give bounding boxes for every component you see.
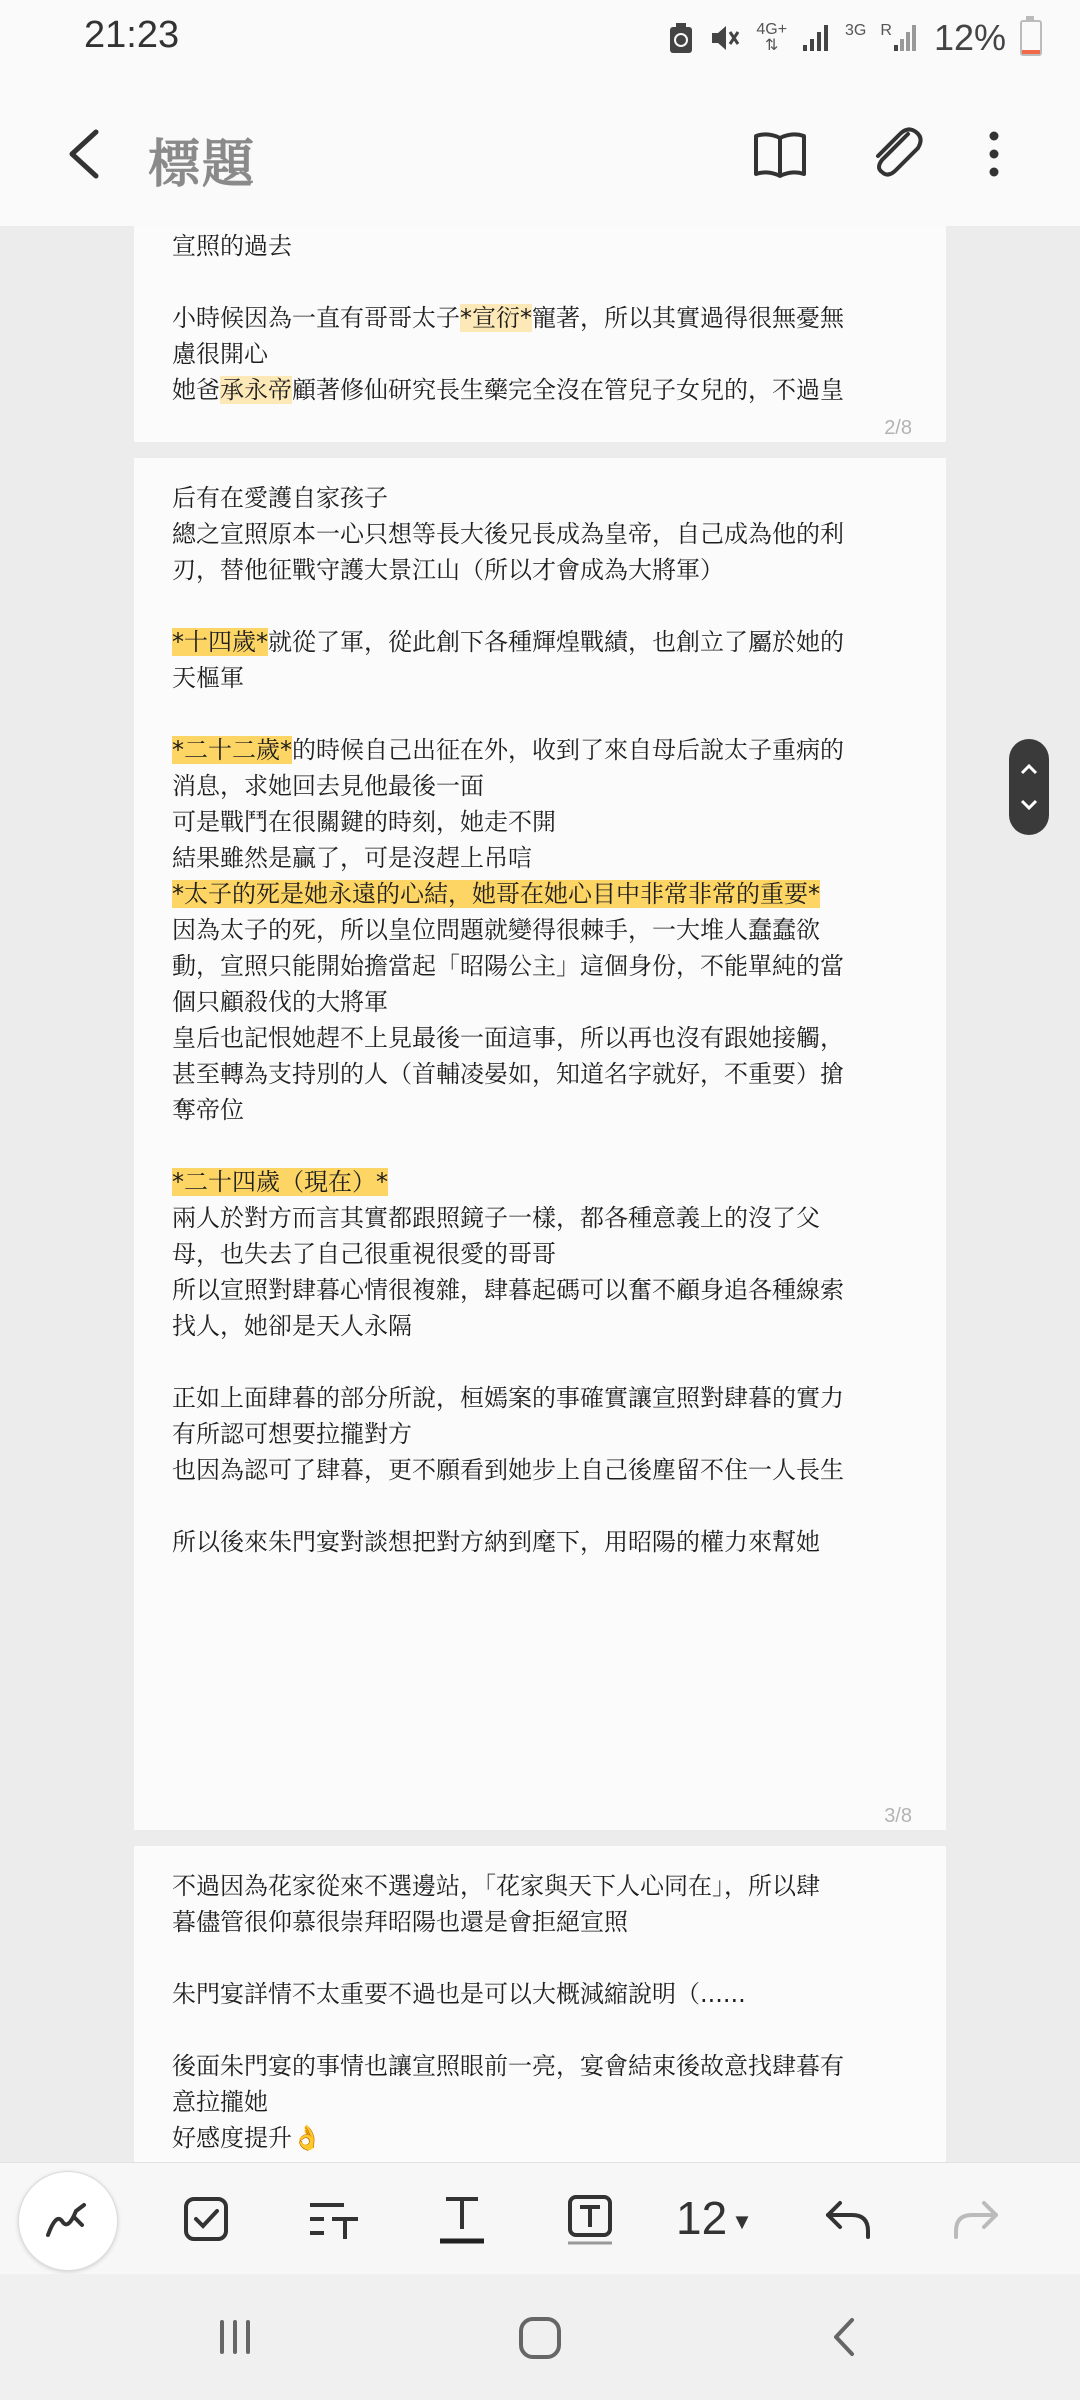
dropdown-caret-icon: ▼ [731,2208,753,2234]
roaming-signal [880,23,920,53]
text-line[interactable]: 兩人於對方而言其實都跟照鏡子一樣，都各種意義上的沒了父 [172,1204,820,1232]
text-line[interactable] [172,1488,916,1524]
attach-icon[interactable] [864,120,928,184]
chevron-down-icon [1017,795,1041,815]
text-line[interactable]: 個只顧殺伐的大將軍 [172,988,388,1016]
font-size-selector[interactable] [676,2191,753,2245]
font-size-value: 12 [676,2192,728,2244]
undo-icon[interactable] [818,2189,878,2249]
text-line[interactable]: 結果雖然是贏了，可是沒趕上吊唁 [172,844,532,872]
back-arrow-icon[interactable] [56,122,116,186]
text-line[interactable]: 甚至轉為支持別的人（首輔凌晏如，知道名字就好，不重要）搶 [172,1060,844,1088]
text-line[interactable] [172,696,916,732]
text-line[interactable]: 暮儘管很仰慕很崇拜昭陽也還是會拒絕宣照 [172,1908,628,1936]
text-box-icon[interactable] [560,2189,620,2249]
page-number: 2/8 [884,417,912,439]
text-line[interactable]: 宣照的過去 [172,232,292,260]
text-line[interactable]: 正如上面肆暮的部分所說，桓嫣案的事確實讓宣照對肆暮的實力 [172,1384,844,1412]
chevron-up-icon [1017,759,1041,779]
text-line[interactable] [172,2012,916,2048]
clock: 21:23 [84,14,180,56]
data-arrows-icon: ⇅ [764,37,779,54]
text-span[interactable]: 就從了軍，從此創下各種輝煌戰績，也創立了屬於她的 [268,628,844,656]
text-line[interactable]: 因為太子的死，所以皇位問題就變得很棘手，一大堆人蠢蠢欲 [172,916,820,944]
battery-fill [1022,50,1040,54]
network-3g: 3G [845,22,867,39]
pen-mode-icon [38,2191,98,2251]
text-underline-icon[interactable] [432,2189,492,2249]
status-icons [668,16,1042,60]
note-title[interactable]: 標題 [148,135,257,195]
recycle-battery-icon [668,21,694,55]
text-line[interactable]: 朱門宴詳情不太重要不過也是可以大概減縮說明（...... [172,1980,746,2008]
roaming-label: R [880,22,892,39]
text-line[interactable]: 也因為認可了肆暮，更不願看到她步上自己後塵留不住一人長生 [172,1456,844,1484]
signal-icon [801,23,831,53]
text-line[interactable] [172,732,916,768]
highlighted-text[interactable]: *十四歲* [172,628,268,656]
fast-scroll-handle[interactable] [1009,739,1049,835]
text-line[interactable] [172,876,916,912]
back-icon[interactable] [820,2312,870,2362]
text-line[interactable] [172,1164,916,1200]
text-line[interactable]: 慮很開心 [172,340,268,368]
text-line[interactable]: 後面朱門宴的事情也讓宣照眼前一亮，宴會結束後故意找肆暮有 [172,2052,844,2080]
text-line[interactable]: 消息，求她回去見他最後一面 [172,772,484,800]
text-line[interactable] [172,300,916,336]
home-icon[interactable] [514,2312,566,2364]
text-line[interactable]: 后有在愛護自家孩子 [172,484,388,512]
battery-percent: 12% [933,17,1006,58]
page-text[interactable] [172,1868,916,2156]
mute-icon [708,21,742,55]
text-line[interactable]: 好感度提升👌 [172,2124,322,2152]
reading-mode-icon[interactable] [748,122,812,186]
text-line[interactable]: 刃，替他征戰守護大景江山（所以才會成為大將軍） [172,556,724,584]
note-page[interactable] [134,458,946,1830]
more-options-icon[interactable] [970,122,1018,186]
text-line[interactable]: 找人，她卻是天人永隔 [172,1312,412,1340]
page-text[interactable] [172,480,916,1560]
highlighted-text[interactable]: 承永帝 [220,376,292,404]
signal-icon-2 [892,23,920,53]
recents-icon[interactable] [210,2312,260,2362]
note-content[interactable] [0,226,1080,2162]
text-line[interactable]: 可是戰鬥在很關鍵的時刻，她走不開 [172,808,556,836]
text-line[interactable] [172,1940,916,1976]
text-line[interactable] [172,624,916,660]
text-line[interactable]: 有所認可想要拉攏對方 [172,1420,412,1448]
text-span[interactable]: 顧著修仙研究長生藥完全沒在管兒子女兒的，不過皇 [292,376,844,404]
text-style-icon[interactable] [304,2189,364,2249]
page-number: 3/8 [884,1805,912,1827]
text-span[interactable]: 的時候自己出征在外，收到了來自母后說太子重病的 [292,736,844,764]
redo-icon[interactable] [946,2189,1006,2249]
note-page[interactable] [134,226,946,442]
text-line[interactable]: 總之宣照原本一心只想等長大後兄長成為皇帝，自己成為他的利 [172,520,844,548]
text-line[interactable] [172,264,916,300]
text-line[interactable] [172,1128,916,1164]
highlighted-text[interactable]: *太子的死是她永遠的心結，她哥在她心目中非常非常的重要* [172,880,820,908]
text-span[interactable]: 寵著，所以其實過得很無憂無 [532,304,844,332]
text-line[interactable] [172,588,916,624]
text-span[interactable]: 她爸 [172,376,220,404]
page-text[interactable] [172,228,916,408]
highlighted-text[interactable]: *二十二歲* [172,736,292,764]
text-span[interactable]: 小時候因為一直有哥哥太子 [172,304,460,332]
battery-icon [1020,20,1042,56]
note-page[interactable] [134,1846,946,2162]
network-4g: 4G+ ⇅ [756,21,788,54]
text-line[interactable]: 母，也失去了自己很重視很愛的哥哥 [172,1240,556,1268]
text-line[interactable]: 所以宣照對肆暮心情很複雜，肆暮起碼可以奮不顧身追各種線索 [172,1276,844,1304]
checkbox-icon[interactable] [176,2189,236,2249]
editor-toolbar [0,2162,1080,2275]
text-line[interactable]: 奪帝位 [172,1096,244,1124]
text-line[interactable]: 不過因為花家從來不選邊站，「花家與天下人心同在」，所以肆 [172,1872,820,1900]
text-line[interactable]: 動，宣照只能開始擔當起「昭陽公主」這個身份，不能單純的當 [172,952,844,980]
system-nav-bar [0,2274,1080,2400]
text-line[interactable] [172,1344,916,1380]
text-line[interactable] [172,372,916,408]
text-line[interactable]: 天樞軍 [172,664,244,692]
pen-mode-button[interactable] [18,2171,118,2271]
text-line[interactable]: 所以後來朱門宴對談想把對方納到麾下，用昭陽的權力來幫她 [172,1528,820,1556]
status-bar [0,0,1080,80]
highlighted-text[interactable]: *宣衍* [460,304,532,332]
highlighted-text[interactable]: *二十四歲（現在）* [172,1168,388,1196]
text-line[interactable]: 意拉攏她 [172,2088,268,2116]
text-line[interactable]: 皇后也記恨她趕不上見最後一面這事，所以再也沒有跟她接觸， [172,1024,844,1052]
app-bar [0,80,1080,226]
